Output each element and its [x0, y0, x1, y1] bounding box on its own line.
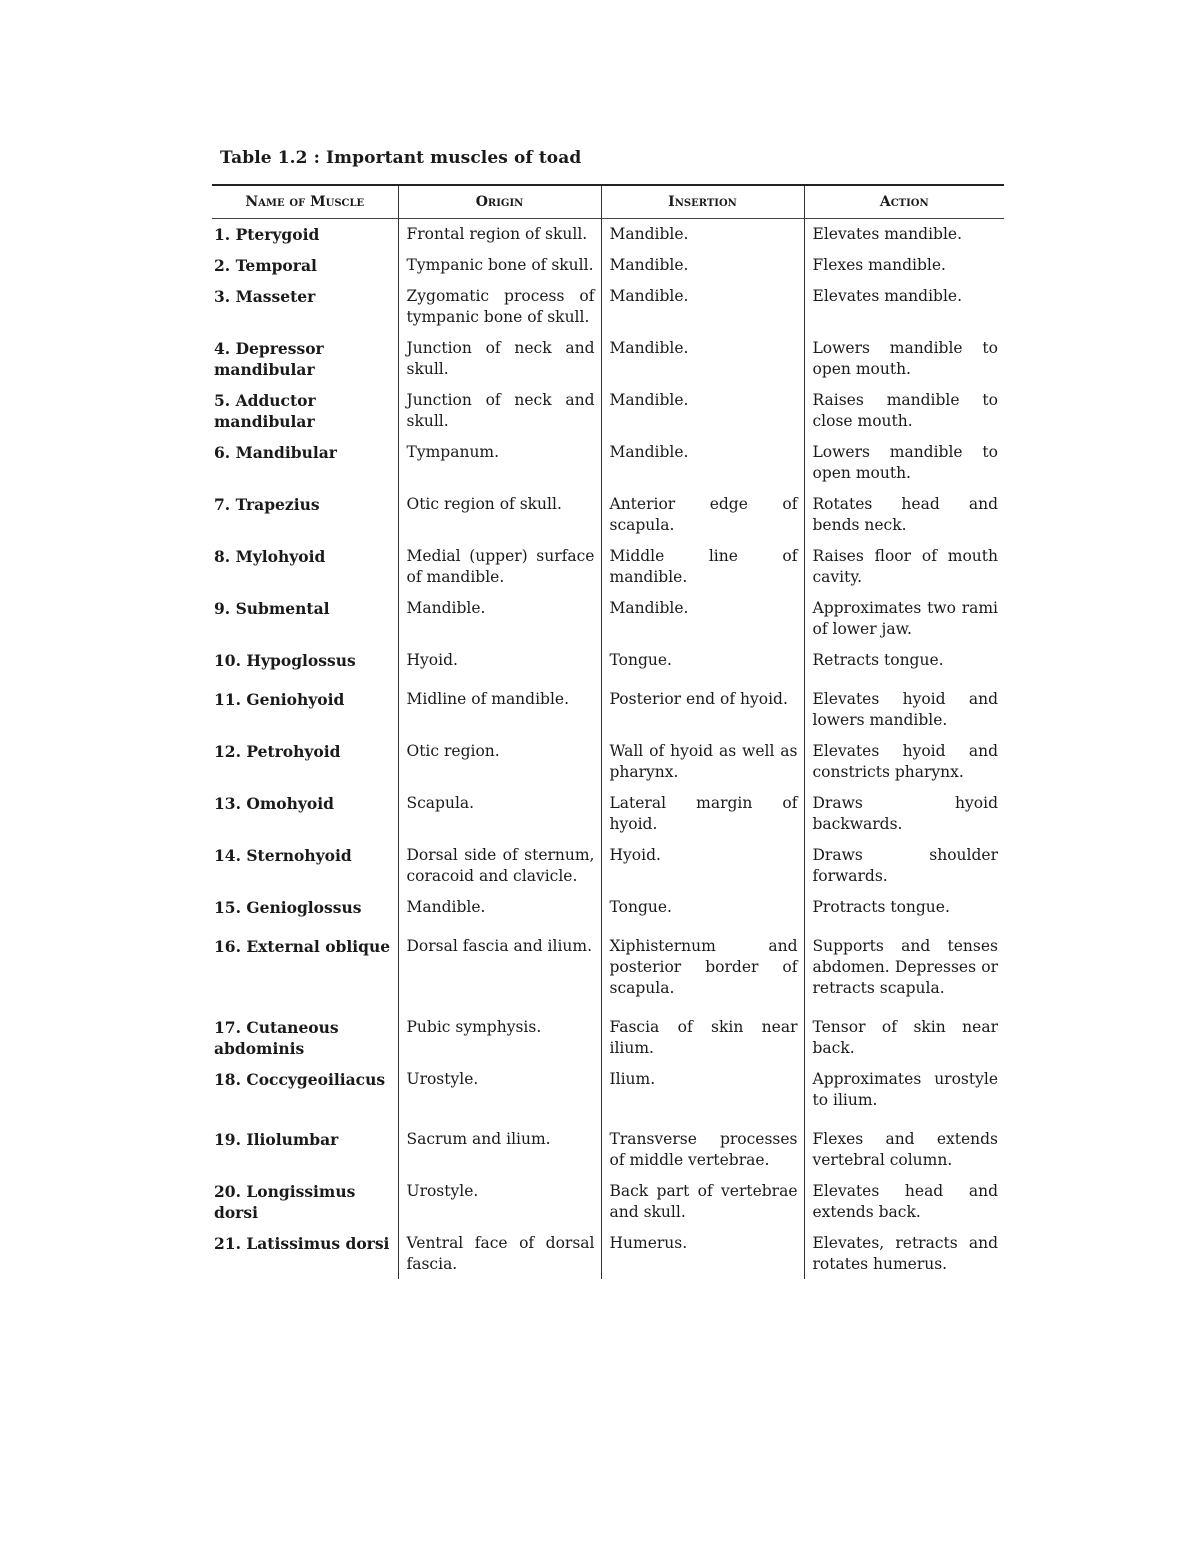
muscles-table — [212, 186, 1004, 1279]
muscle-name-cell: 10. Hypoglossus — [214, 651, 356, 670]
origin-cell: Pubic symphysis. — [398, 1011, 601, 1063]
muscle-name-cell: 2. Temporal — [214, 256, 317, 275]
origin-cell: Dorsal fascia and ilium. — [398, 930, 601, 1011]
muscle-name-cell: 15. Genioglossus — [214, 898, 362, 917]
insertion-cell: Mandible. — [601, 384, 804, 436]
action-cell: Approximates urostyle to ilium. — [804, 1063, 1004, 1123]
muscle-name-cell: 20. Longissimus dorsi — [214, 1182, 356, 1222]
insertion-cell: Mandible. — [601, 436, 804, 488]
header-action: Action — [804, 186, 1004, 218]
origin-cell: Tympanum. — [398, 436, 601, 488]
insertion-cell: Xiphisternum and posterior border of scapula. — [601, 930, 804, 1011]
action-cell: Elevates, retracts and rotates humerus. — [804, 1227, 1004, 1279]
table-row — [212, 218, 1004, 249]
table-body — [212, 218, 1004, 1279]
action-cell: Flexes and extends vertebral column. — [804, 1123, 1004, 1175]
action-cell: Protracts tongue. — [804, 891, 1004, 930]
table-header-row — [212, 186, 1004, 218]
action-cell: Rotates head and bends neck. — [804, 488, 1004, 540]
insertion-cell: Mandible. — [601, 218, 804, 249]
insertion-cell: Wall of hyoid as well as pharynx. — [601, 735, 804, 787]
header-name-of-muscle: Name of Muscle — [245, 194, 365, 210]
muscle-name-cell: 18. Coccygeoiliacus — [214, 1070, 386, 1089]
action-cell: Flexes mandible. — [804, 249, 1004, 280]
header-insertion: Insertion — [601, 186, 804, 218]
muscle-name-cell: 6. Mandibular — [214, 443, 337, 462]
action-cell: Raises mandible to close mouth. — [804, 384, 1004, 436]
origin-cell: Medial (upper) surface of mandible. — [398, 540, 601, 592]
table-row — [212, 436, 1004, 488]
action-cell: Elevates hyoid and lowers mandible. — [804, 683, 1004, 735]
muscle-name-cell: 19. Iliolumbar — [214, 1130, 339, 1149]
insertion-cell: Lateral margin of hyoid. — [601, 787, 804, 839]
insertion-cell: Mandible. — [601, 332, 804, 384]
origin-cell: Ventral face of dorsal fascia. — [398, 1227, 601, 1279]
muscle-name-cell: 5. Adductor mandibular — [214, 391, 316, 431]
muscle-name-cell: 16. External oblique — [214, 937, 391, 956]
table-row — [212, 332, 1004, 384]
insertion-cell: Tongue. — [601, 644, 804, 683]
origin-cell: Hyoid. — [398, 644, 601, 683]
origin-cell: Junction of neck and skull. — [398, 332, 601, 384]
insertion-cell: Mandible. — [601, 249, 804, 280]
header-origin: Origin — [398, 186, 601, 218]
action-cell: Raises floor of mouth cavity. — [804, 540, 1004, 592]
table-row — [212, 1063, 1004, 1123]
muscle-name-cell: 21. Latissimus dorsi — [214, 1234, 390, 1253]
action-cell: Elevates head and extends back. — [804, 1175, 1004, 1227]
table-row — [212, 1227, 1004, 1279]
muscle-name-cell: 7. Trapezius — [214, 495, 320, 514]
origin-cell: Otic region. — [398, 735, 601, 787]
action-cell: Supports and tenses abdomen. Depresses or retracts scapula. — [804, 930, 1004, 1011]
table-row — [212, 592, 1004, 644]
muscle-name-cell: 17. Cutaneous abdominis — [214, 1018, 339, 1058]
muscle-name-cell: 14. Sternohyoid — [214, 846, 352, 865]
table-row — [212, 787, 1004, 839]
insertion-cell: Anterior edge of scapula. — [601, 488, 804, 540]
insertion-cell: Ilium. — [601, 1063, 804, 1123]
table-row — [212, 683, 1004, 735]
muscle-name-cell: 12. Petrohyoid — [214, 742, 341, 761]
insertion-cell: Transverse processes of middle vertebrae. — [601, 1123, 804, 1175]
action-cell: Retracts tongue. — [804, 644, 1004, 683]
insertion-cell: Tongue. — [601, 891, 804, 930]
origin-cell: Dorsal side of sternum, coracoid and clavicle. — [398, 839, 601, 891]
origin-cell: Midline of mandible. — [398, 683, 601, 735]
muscle-name-cell: 1. Pterygoid — [214, 225, 320, 244]
origin-cell: Urostyle. — [398, 1063, 601, 1123]
table-row — [212, 644, 1004, 683]
origin-cell: Scapula. — [398, 787, 601, 839]
origin-cell: Mandible. — [398, 891, 601, 930]
insertion-cell: Hyoid. — [601, 839, 804, 891]
muscle-name-cell: 11. Geniohyoid — [214, 690, 345, 709]
action-cell: Lowers mandible to open mouth. — [804, 332, 1004, 384]
origin-cell: Otic region of skull. — [398, 488, 601, 540]
insertion-cell: Back part of vertebrae and skull. — [601, 1175, 804, 1227]
insertion-cell: Posterior end of hyoid. — [601, 683, 804, 735]
action-cell: Elevates hyoid and constricts pharynx. — [804, 735, 1004, 787]
table-caption: Table 1.2 : Important muscles of toad — [220, 148, 582, 168]
action-cell: Tensor of skin near back. — [804, 1011, 1004, 1063]
action-cell: Approximates two rami of lower jaw. — [804, 592, 1004, 644]
table-row — [212, 839, 1004, 891]
origin-cell: Frontal region of skull. — [398, 218, 601, 249]
origin-cell: Junction of neck and skull. — [398, 384, 601, 436]
muscle-name-cell: 9. Submental — [214, 599, 330, 618]
origin-cell: Mandible. — [398, 592, 601, 644]
muscle-name-cell: 4. Depressor mandibular — [214, 339, 324, 379]
table-row — [212, 488, 1004, 540]
table-row — [212, 540, 1004, 592]
insertion-cell: Middle line of mandible. — [601, 540, 804, 592]
action-cell: Elevates mandible. — [804, 280, 1004, 332]
insertion-cell: Fascia of skin near ilium. — [601, 1011, 804, 1063]
action-cell: Lowers mandible to open mouth. — [804, 436, 1004, 488]
insertion-cell: Mandible. — [601, 280, 804, 332]
table-row — [212, 384, 1004, 436]
table-row — [212, 891, 1004, 930]
origin-cell: Urostyle. — [398, 1175, 601, 1227]
action-cell: Draws hyoid backwards. — [804, 787, 1004, 839]
origin-cell: Tympanic bone of skull. — [398, 249, 601, 280]
origin-cell: Zygomatic process of tympanic bone of skull. — [398, 280, 601, 332]
table-row — [212, 735, 1004, 787]
table-row — [212, 280, 1004, 332]
action-cell: Elevates mandible. — [804, 218, 1004, 249]
table-row — [212, 930, 1004, 1011]
action-cell: Draws shoulder forwards. — [804, 839, 1004, 891]
table-row — [212, 249, 1004, 280]
insertion-cell: Humerus. — [601, 1227, 804, 1279]
origin-cell: Sacrum and ilium. — [398, 1123, 601, 1175]
muscle-name-cell: 13. Omohyoid — [214, 794, 334, 813]
table-row — [212, 1175, 1004, 1227]
table-row — [212, 1123, 1004, 1175]
table-row — [212, 1011, 1004, 1063]
muscle-name-cell: 3. Masseter — [214, 287, 316, 306]
muscle-name-cell: 8. Mylohyoid — [214, 547, 326, 566]
insertion-cell: Mandible. — [601, 592, 804, 644]
